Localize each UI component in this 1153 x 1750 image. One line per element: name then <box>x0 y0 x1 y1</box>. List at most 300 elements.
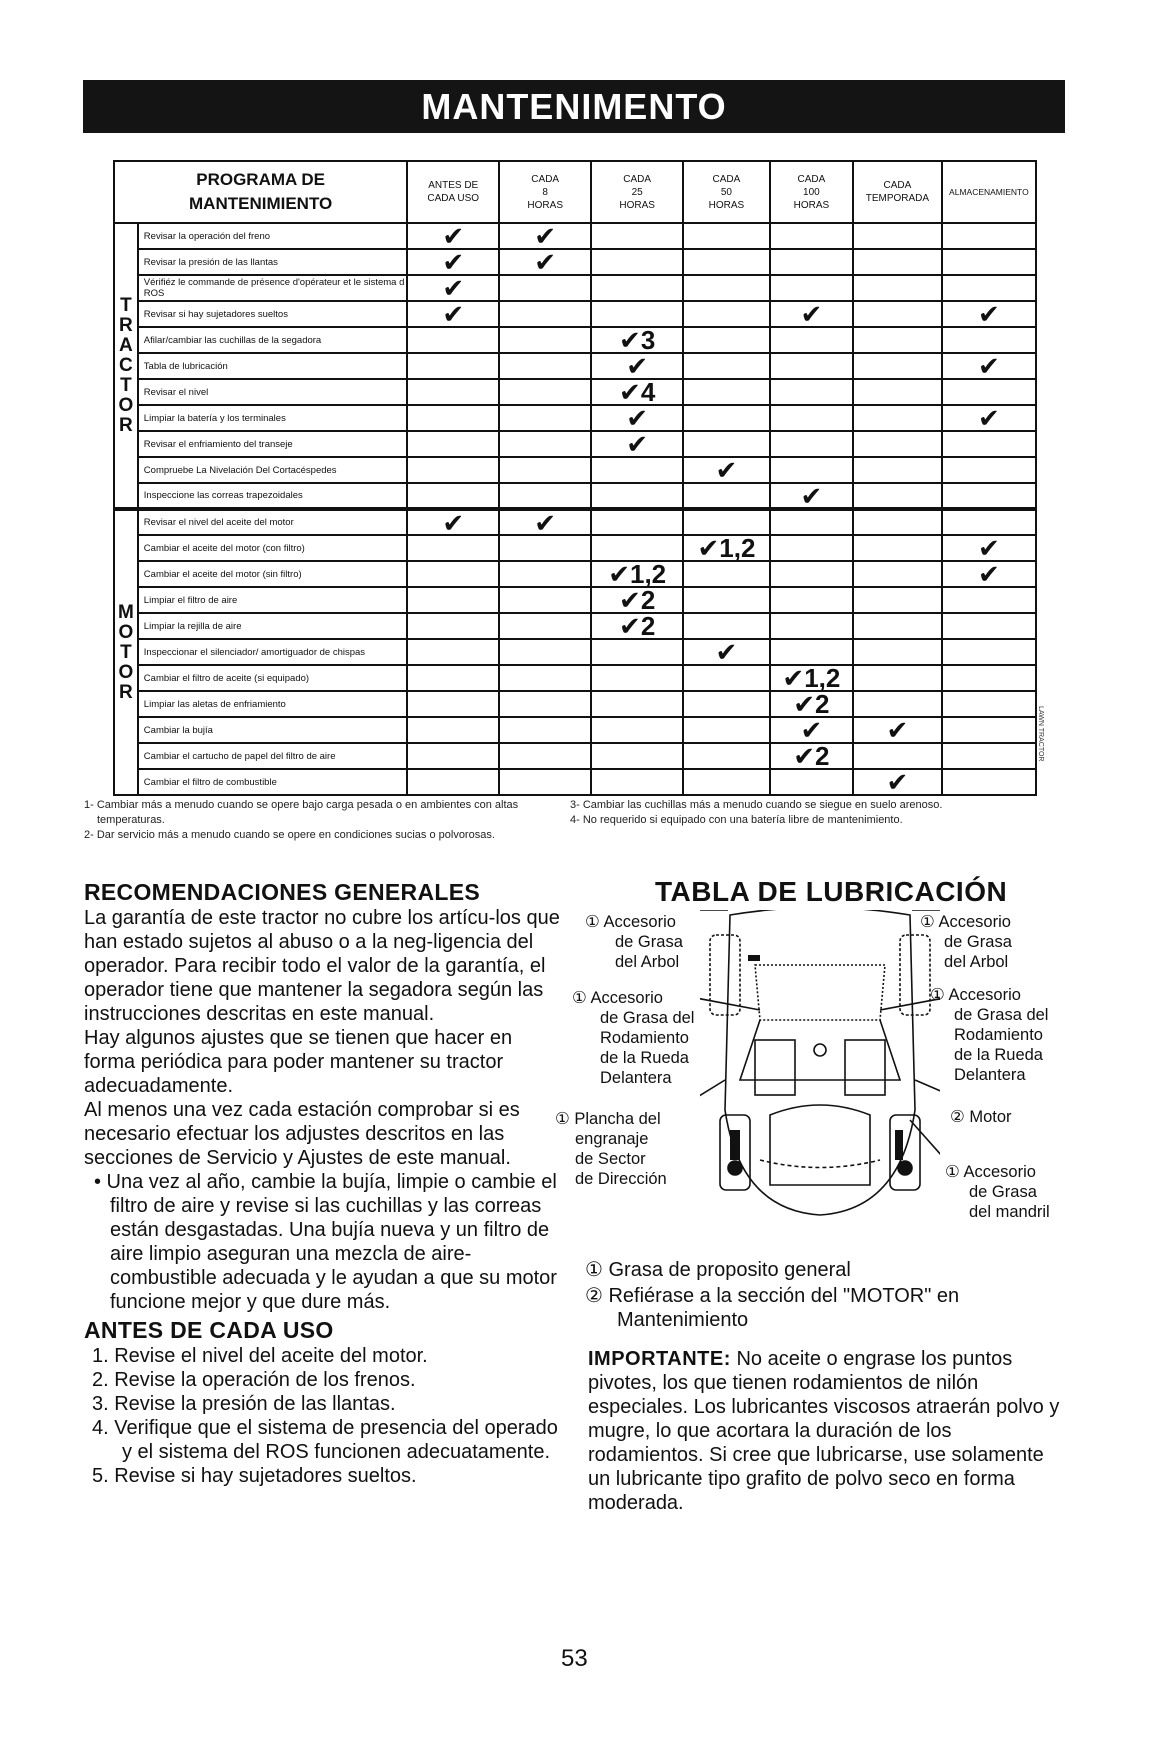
task-label: Compruebe La Nivelación Del Cortacéspedes <box>138 457 407 483</box>
motor-row <box>114 639 1036 665</box>
empty-cell <box>942 249 1036 275</box>
empty-cell <box>407 353 499 379</box>
col-label: HORAS <box>708 199 745 211</box>
check-mark-cell <box>407 301 499 327</box>
section-letter: R <box>119 681 133 703</box>
tractor-row <box>114 405 1036 431</box>
task-label: Limpiar la batería y los terminales <box>138 405 407 431</box>
empty-cell <box>591 275 683 301</box>
general-paragraph: La garantía de este tractor no cubre los artícu-los que han estado sujetos al abuso o a la neg-ligencia del operador. Para recibir todo el valor de la garantía, el operador tiene que mantener la segadora según las instrucciones descritas en este manual. <box>84 907 560 1025</box>
section-letter: O <box>118 394 134 416</box>
check-mark-cell <box>591 613 683 639</box>
check-mark: ✔3 <box>619 325 656 355</box>
empty-cell <box>942 691 1036 717</box>
check-mark: ✔2 <box>619 585 656 615</box>
check-mark: ✔1,2 <box>608 559 667 589</box>
label-line: ① Plancha del <box>555 1110 661 1128</box>
empty-cell <box>942 457 1036 483</box>
task-label: Cambiar el filtro de combustible <box>138 769 407 795</box>
empty-cell <box>942 665 1036 691</box>
empty-cell <box>683 353 770 379</box>
label-motor: ② Motor <box>950 1108 1012 1126</box>
empty-cell <box>591 535 683 561</box>
col-label: 100 <box>803 186 820 198</box>
check-mark: ✔ <box>886 715 909 745</box>
col-25-horas <box>591 161 683 223</box>
empty-cell <box>591 301 683 327</box>
check-mark: ✔ <box>800 299 823 329</box>
legend-item: ② Refiérase a la sección del "MOTOR" en Mantenimiento <box>585 1285 960 1331</box>
empty-cell <box>499 457 591 483</box>
check-mark-cell <box>683 457 770 483</box>
important-label: IMPORTANTE: <box>588 1348 731 1370</box>
empty-cell <box>770 327 853 353</box>
tractor-section <box>114 223 1036 509</box>
before-use-item: 1. Revise el nivel del aceite del motor. <box>92 1345 428 1367</box>
empty-cell <box>591 717 683 743</box>
check-mark-cell <box>591 405 683 431</box>
empty-cell <box>942 483 1036 509</box>
empty-cell <box>407 769 499 795</box>
task-label: Limpiar la rejilla de aire <box>138 613 407 639</box>
col-label: CADA <box>883 180 912 191</box>
section-letter: O <box>118 621 134 643</box>
empty-cell <box>853 535 942 561</box>
empty-cell <box>853 405 942 431</box>
empty-cell <box>591 665 683 691</box>
check-mark-cell <box>770 743 853 769</box>
empty-cell <box>591 691 683 717</box>
label-line: de la Rueda <box>600 1049 689 1067</box>
empty-cell <box>770 639 853 665</box>
before-use-heading: ANTES DE CADA USO <box>84 1317 334 1343</box>
task-label: Cambiar el aceite del motor (sin filtro) <box>138 561 407 587</box>
tractor-section-label <box>114 223 138 509</box>
empty-cell <box>683 405 770 431</box>
empty-cell <box>591 249 683 275</box>
check-mark-cell <box>407 507 499 538</box>
important-note <box>588 1347 1063 1515</box>
check-mark-cell <box>770 691 853 717</box>
empty-cell <box>683 717 770 743</box>
check-mark: ✔ <box>534 247 557 277</box>
check-mark: ✔ <box>442 221 465 251</box>
general-bullet: • Una vez al año, cambie la bujía, limpie o cambie el filtro de aire y revise si las cuchillas y las correas están desgastadas. Una bujía nueva y un filtro de aire limpio aseguran una mezcla de aire-combustible adecuada y le ayudan a que su motor funcione mejor y que dure más. <box>94 1171 557 1313</box>
check-mark: ✔1,2 <box>697 533 756 563</box>
motor-row <box>114 509 1036 535</box>
col-label: CADA USO <box>427 193 480 204</box>
empty-cell <box>770 353 853 379</box>
empty-cell <box>683 301 770 327</box>
label-sector-left <box>555 1109 667 1189</box>
label-line: de Grasa <box>969 1183 1037 1201</box>
check-mark-cell <box>942 301 1036 327</box>
empty-cell <box>499 743 591 769</box>
empty-cell <box>591 639 683 665</box>
empty-cell <box>770 457 853 483</box>
label-line: de Sector <box>575 1150 646 1168</box>
section-letter: O <box>118 661 134 683</box>
empty-cell <box>942 769 1036 795</box>
empty-cell <box>853 613 942 639</box>
empty-cell <box>407 665 499 691</box>
empty-cell <box>853 665 942 691</box>
empty-cell <box>853 249 942 275</box>
check-mark-cell <box>770 717 853 743</box>
motor-section-label <box>114 509 138 795</box>
col-label: ALMACENAMIENTO <box>949 186 1029 197</box>
label-line: ① Accesorio <box>945 1163 1036 1181</box>
check-mark: ✔ <box>626 403 649 433</box>
empty-cell <box>853 561 942 587</box>
side-note: LAWN TRACTOR <box>1037 706 1044 762</box>
empty-cell <box>499 379 591 405</box>
col-label: 50 <box>720 186 732 198</box>
col-temporada <box>853 161 942 223</box>
empty-cell <box>407 561 499 587</box>
empty-cell <box>499 483 591 509</box>
empty-cell <box>407 613 499 639</box>
tractor-row <box>114 483 1036 509</box>
check-mark: ✔2 <box>793 689 830 719</box>
empty-cell <box>407 431 499 457</box>
col-label: 8 <box>542 186 548 198</box>
motor-row <box>114 769 1036 795</box>
check-mark: ✔4 <box>619 377 656 407</box>
check-mark-cell <box>407 249 499 275</box>
empty-cell <box>683 561 770 587</box>
empty-cell <box>853 509 942 535</box>
tractor-row <box>114 223 1036 249</box>
label-line: ① Accesorio <box>585 913 676 931</box>
footnote-1: 1- Cambiar más a menudo cuando se opere bajo carga pesada o en ambientes con altas temperaturas. <box>84 799 519 826</box>
check-mark: ✔ <box>977 403 1000 433</box>
task-label: Cambiar el filtro de aceite (si equipado) <box>138 665 407 691</box>
check-mark: ✔ <box>442 247 465 277</box>
tractor-row <box>114 457 1036 483</box>
empty-cell <box>942 275 1036 301</box>
empty-cell <box>683 587 770 613</box>
check-mark-cell <box>591 327 683 353</box>
empty-cell <box>942 717 1036 743</box>
legend-item: ① Grasa de proposito general <box>585 1259 851 1281</box>
tractor-row <box>114 327 1036 353</box>
motor-row <box>114 665 1036 691</box>
empty-cell <box>591 509 683 535</box>
empty-cell <box>407 379 499 405</box>
check-mark-cell <box>770 480 853 511</box>
empty-cell <box>770 535 853 561</box>
general-paragraph: Hay algunos ajustes que se tienen que hacer en forma periódica para poder mantener su tractor adecuadamente. <box>84 1027 513 1097</box>
empty-cell <box>683 275 770 301</box>
empty-cell <box>499 639 591 665</box>
task-label: Tabla de lubricación <box>138 353 407 379</box>
label-line: Delantera <box>954 1066 1026 1084</box>
empty-cell <box>942 613 1036 639</box>
check-mark-cell <box>591 561 683 587</box>
empty-cell <box>770 509 853 535</box>
schedule-title-line1: PROGRAMA DE <box>196 170 325 189</box>
check-mark-cell <box>499 507 591 538</box>
label-line: ① Accesorio <box>920 913 1011 931</box>
check-mark: ✔ <box>977 533 1000 563</box>
task-label: Revisar la operación del freno <box>138 223 407 249</box>
empty-cell <box>942 379 1036 405</box>
empty-cell <box>770 405 853 431</box>
empty-cell <box>853 431 942 457</box>
empty-cell <box>407 535 499 561</box>
label-rueda-right <box>930 985 1048 1085</box>
label-line: ① Accesorio <box>572 989 663 1007</box>
important-text: No aceite o engrase los puntos pivotes, los que tienen rodamientos de nilón especiales. Los lubricantes viscosos atraerán polvo y mugre, lo que acortara la duración de los rodamientos. Si cree que lubricarse, use solamente un lubricante tipo grafito de polvo seco en forma moderada. <box>588 1348 1060 1514</box>
empty-cell <box>683 379 770 405</box>
empty-cell <box>853 457 942 483</box>
label-line: Rodamiento <box>954 1026 1043 1044</box>
task-label: Limpiar el filtro de aire <box>138 587 407 613</box>
empty-cell <box>942 587 1036 613</box>
check-mark: ✔ <box>442 273 465 303</box>
empty-cell <box>770 769 853 795</box>
check-mark: ✔ <box>715 455 738 485</box>
task-label: Revisar el nivel del aceite del motor <box>138 509 407 535</box>
check-mark-cell <box>499 249 591 275</box>
col-label: HORAS <box>793 199 830 211</box>
col-label: 25 <box>631 186 643 198</box>
empty-cell <box>499 275 591 301</box>
section-letter: T <box>120 294 132 316</box>
section-letter: R <box>119 414 133 436</box>
empty-cell <box>770 249 853 275</box>
page-number: 53 <box>561 1645 588 1672</box>
empty-cell <box>683 743 770 769</box>
empty-cell <box>683 249 770 275</box>
label-line: de Grasa del <box>954 1006 1049 1024</box>
schedule-title-line2: MANTENIMIENTO <box>189 194 333 213</box>
col-8-horas <box>499 161 591 223</box>
check-mark: ✔ <box>977 559 1000 589</box>
lubrication-title: TABLA DE LUBRICACIÓN <box>655 876 1008 907</box>
empty-cell <box>683 691 770 717</box>
empty-cell <box>499 535 591 561</box>
empty-cell <box>591 457 683 483</box>
check-mark: ✔ <box>534 221 557 251</box>
col-100-horas <box>770 161 853 223</box>
empty-cell <box>407 743 499 769</box>
footnote-4: 4- No requerido si equipado con una batería libre de mantenimiento. <box>570 814 903 826</box>
empty-cell <box>683 327 770 353</box>
empty-cell <box>407 587 499 613</box>
task-label: Cambiar la bujía <box>138 717 407 743</box>
tractor-row <box>114 249 1036 275</box>
empty-cell <box>770 275 853 301</box>
task-label: Cambiar el aceite del motor (con filtro) <box>138 535 407 561</box>
col-label: HORAS <box>619 199 655 211</box>
task-label: Inspeccione las correas trapezoidales <box>138 483 407 509</box>
empty-cell <box>591 769 683 795</box>
general-paragraph: Al menos una vez cada estación comprobar si es necesario efectuar los adjustes descritos en las secciones de Servicio y Ajustes de este manual. <box>84 1099 520 1169</box>
schedule-title <box>114 161 407 223</box>
check-mark-cell <box>591 353 683 379</box>
col-label: CADA <box>531 173 560 185</box>
lubrication-legend <box>585 1258 1065 1334</box>
empty-cell <box>770 561 853 587</box>
col-50-horas <box>683 161 770 223</box>
empty-cell <box>499 613 591 639</box>
section-letter: T <box>120 374 132 396</box>
tractor-row <box>114 379 1036 405</box>
before-use-item: 4. Verifique que el sistema de presencia del operado y el sistema del ROS funcionen adecuatamente. <box>92 1417 558 1463</box>
empty-cell <box>770 431 853 457</box>
check-mark: ✔ <box>886 767 909 797</box>
col-almacenamiento <box>942 161 1036 223</box>
empty-cell <box>853 223 942 249</box>
empty-cell <box>853 483 942 509</box>
check-mark-cell <box>591 431 683 457</box>
col-antes-cada-uso <box>407 161 499 223</box>
empty-cell <box>499 665 591 691</box>
empty-cell <box>591 483 683 509</box>
before-use-item: 5. Revise si hay sujetadores sueltos. <box>92 1465 417 1487</box>
empty-cell <box>591 743 683 769</box>
empty-cell <box>499 691 591 717</box>
label-line: del Arbol <box>615 953 680 971</box>
task-label: Revisar el nivel <box>138 379 407 405</box>
empty-cell <box>942 509 1036 535</box>
task-label: Revisar la presión de las llantas <box>138 249 407 275</box>
empty-cell <box>853 379 942 405</box>
footnote-3: 3- Cambiar las cuchillas más a menudo cuando se siegue en suelo arenoso. <box>570 799 943 811</box>
check-mark: ✔2 <box>619 611 656 641</box>
check-mark-cell <box>770 301 853 327</box>
label-line: de Grasa <box>615 933 683 951</box>
motor-row <box>114 587 1036 613</box>
motor-row <box>114 691 1036 717</box>
empty-cell <box>853 353 942 379</box>
empty-cell <box>591 223 683 249</box>
check-mark-cell <box>407 275 499 301</box>
empty-cell <box>770 613 853 639</box>
general-recommendations <box>84 878 564 1488</box>
check-mark-cell <box>942 353 1036 379</box>
check-mark: ✔ <box>800 715 823 745</box>
empty-cell <box>853 275 942 301</box>
label-line: Rodamiento <box>600 1029 689 1047</box>
empty-cell <box>499 431 591 457</box>
tractor-row <box>114 353 1036 379</box>
empty-cell <box>499 561 591 587</box>
label-line: de Grasa del <box>600 1009 695 1027</box>
section-letter: T <box>120 641 132 663</box>
motor-section <box>114 509 1036 795</box>
footnotes-left <box>84 798 554 843</box>
empty-cell <box>683 483 770 509</box>
empty-cell <box>499 717 591 743</box>
check-mark-cell <box>591 587 683 613</box>
motor-row <box>114 535 1036 561</box>
empty-cell <box>407 483 499 509</box>
motor-row <box>114 613 1036 639</box>
footnote-2: 2- Dar servicio más a menudo cuando se opere en condiciones sucias o polvorosas. <box>84 829 495 841</box>
tractor-row <box>114 275 1036 301</box>
task-label: Inspeccionar el silenciador/ amortiguador de chispas <box>138 639 407 665</box>
col-label: CADA <box>797 173 826 185</box>
empty-cell <box>499 301 591 327</box>
check-mark-cell <box>407 223 499 249</box>
section-letter: A <box>119 334 133 356</box>
check-mark-cell <box>942 561 1036 587</box>
task-label: Vérifiéz le commande de présence d'opérateur et le sistema d ROS <box>138 275 407 301</box>
empty-cell <box>942 223 1036 249</box>
section-letter: M <box>117 601 134 623</box>
col-label: HORAS <box>527 199 563 211</box>
empty-cell <box>683 223 770 249</box>
empty-cell <box>942 639 1036 665</box>
before-use-item: 3. Revise la presión de las llantas. <box>92 1393 396 1415</box>
check-mark: ✔ <box>715 637 738 667</box>
section-letter: C <box>119 354 133 376</box>
empty-cell <box>942 327 1036 353</box>
empty-cell <box>683 509 770 535</box>
tractor-row <box>114 431 1036 457</box>
empty-cell <box>853 301 942 327</box>
empty-cell <box>683 613 770 639</box>
label-line: de Dirección <box>575 1170 667 1188</box>
col-label: ANTES DE <box>428 180 479 191</box>
check-mark: ✔ <box>442 299 465 329</box>
col-label: CADA <box>712 173 741 185</box>
check-mark: ✔ <box>626 351 649 381</box>
check-mark-cell <box>853 769 942 795</box>
label-line: de la Rueda <box>954 1046 1043 1064</box>
motor-row <box>114 561 1036 587</box>
empty-cell <box>407 691 499 717</box>
check-mark: ✔ <box>626 429 649 459</box>
tractor-row <box>114 301 1036 327</box>
maintenance-schedule-table <box>113 160 1037 796</box>
empty-cell <box>853 587 942 613</box>
label-line: de Grasa <box>944 933 1012 951</box>
empty-cell <box>770 587 853 613</box>
title-bar <box>83 80 1065 133</box>
check-mark-cell <box>683 639 770 665</box>
empty-cell <box>407 327 499 353</box>
empty-cell <box>407 717 499 743</box>
check-mark: ✔ <box>977 299 1000 329</box>
check-mark-cell <box>942 405 1036 431</box>
check-mark-cell <box>770 665 853 691</box>
empty-cell <box>407 405 499 431</box>
label-line: Delantera <box>600 1069 672 1087</box>
check-mark-cell <box>683 535 770 561</box>
col-label: TEMPORADA <box>865 193 930 204</box>
label-line: del Arbol <box>944 953 1009 971</box>
label-mandril <box>945 1162 1050 1222</box>
label-line: engranaje <box>575 1130 649 1148</box>
check-mark: ✔ <box>442 507 465 538</box>
empty-cell <box>407 457 499 483</box>
empty-cell <box>407 639 499 665</box>
page-title: MANTENIMENTO <box>421 85 727 127</box>
section-letter: R <box>119 314 133 336</box>
label-arbol-left <box>585 912 683 972</box>
check-mark-cell <box>591 379 683 405</box>
task-label: Revisar el enfriamiento del transeje <box>138 431 407 457</box>
before-use-item: 2. Revise la operación de los frenos. <box>92 1369 416 1391</box>
empty-cell <box>853 743 942 769</box>
label-line: ① Accesorio <box>930 986 1021 1004</box>
check-mark: ✔ <box>977 351 1000 381</box>
empty-cell <box>853 691 942 717</box>
